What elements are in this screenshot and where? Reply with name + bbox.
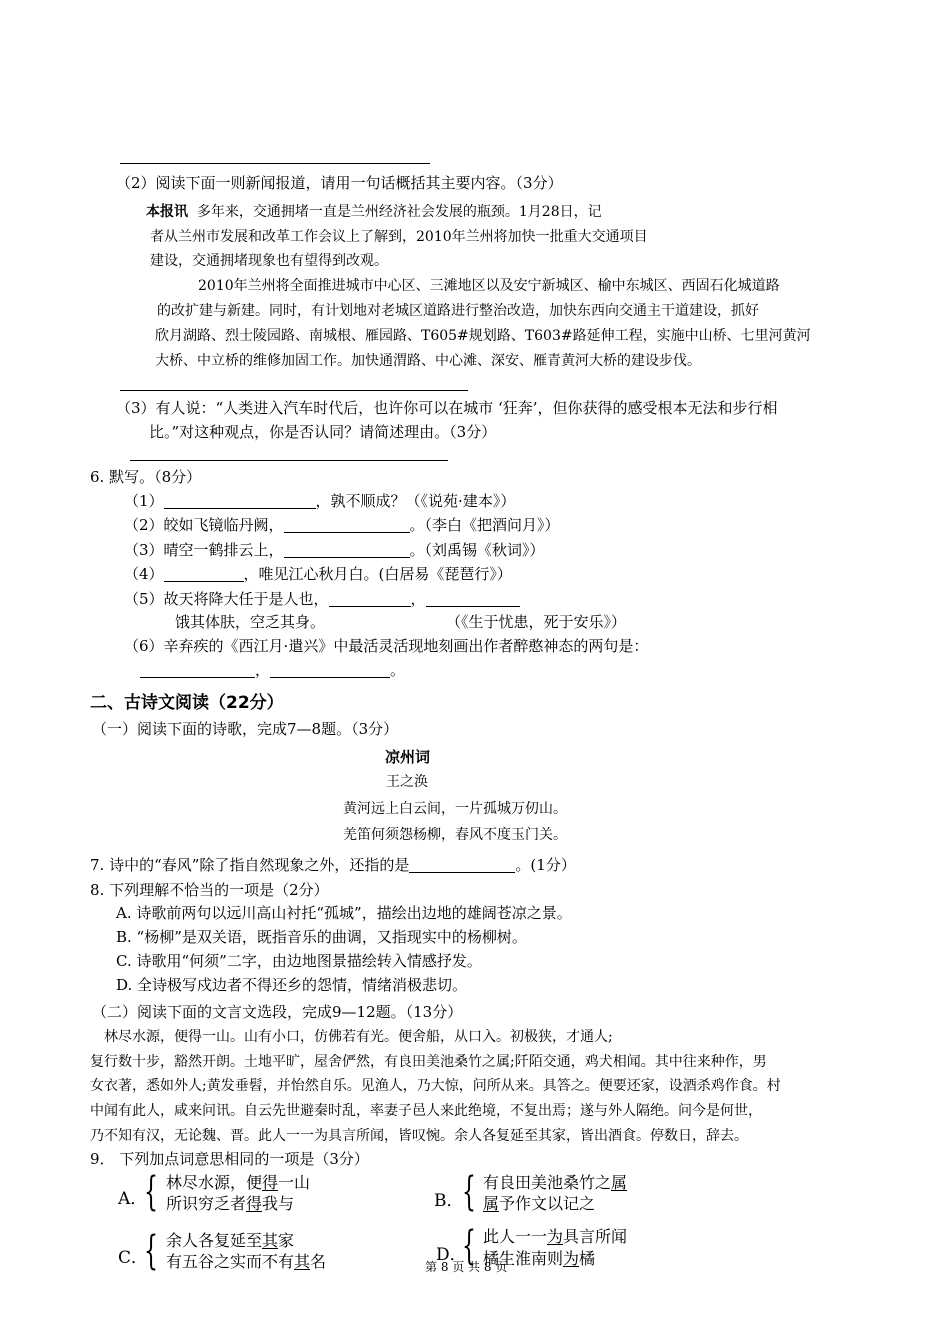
q6-item-2-tail: 。（李白《把酒问月》） — [409, 516, 560, 534]
answer-line-q5-1 — [120, 163, 430, 164]
fill-blank[interactable] — [284, 516, 410, 533]
section-2-part-2: （二）阅读下面的文言文选段，完成9—12题。（13分） — [92, 1003, 463, 1021]
fill-blank[interactable] — [426, 590, 520, 607]
q6-item-1-num: （1） — [124, 492, 164, 510]
q6-item-6-end: 。 — [390, 661, 406, 679]
news-p2-l4: 大桥、中立桥的维修加固工作。加快通渭路、中心滩、深安、雁青黄河大桥的建设步伐。 — [155, 353, 701, 369]
answer-line-q5-3 — [130, 460, 448, 461]
q7-tail: 。(1分） — [515, 856, 576, 874]
fill-blank[interactable] — [164, 565, 244, 582]
prose-line-2: 复行数十步，豁然开朗。土地平旷，屋舍俨然，有良田美池桑竹之属;阡陌交通，鸡犬相闻。其中往来种作，男 — [90, 1054, 767, 1070]
option-b-line-2-key: 属 — [483, 1194, 500, 1213]
q5-3-line-2: 比。”对这种观点，你是否认同？请简述理由。（3分） — [149, 423, 497, 441]
option-a-line-2 — [166, 1191, 294, 1214]
q6-item-6-blanks — [140, 660, 405, 680]
q5-3-line-1: （3）有人说：“人类进入汽车时代后，也许你可以在城市 ‘狂奔’，但你获得的感受根本无法和步行相 — [116, 399, 778, 417]
q6-item-2-head: （2）皎如飞镜临丹阙， — [124, 516, 284, 534]
q8-option-a[interactable]: A. 诗歌前两句以远川高山衬托“孤城”，描绘出边地的雄阔苍凉之景。 — [116, 904, 572, 922]
q6-item-4 — [124, 564, 512, 584]
option-c-line-2-post: 名 — [310, 1252, 327, 1271]
fill-blank[interactable] — [284, 541, 410, 558]
news-p1-l1: 多年来，交通拥堵一直是兰州经济社会发展的瓶颈。1月28日，记 — [196, 204, 602, 220]
q6-item-5-comma: ， — [410, 590, 426, 608]
option-a-line-1-post: 一山 — [278, 1173, 311, 1192]
section-2-title: 二、古诗文阅读（22分） — [90, 693, 284, 713]
q8-option-d[interactable]: D. 全诗极写戍边者不得还乡的怨情，情绪消极悲切。 — [116, 976, 468, 994]
option-b-line-2 — [483, 1191, 595, 1214]
fill-blank[interactable] — [164, 492, 316, 509]
option-a-line-1 — [166, 1170, 310, 1193]
q6-item-1 — [124, 491, 515, 511]
q8-option-c[interactable]: C. 诗歌用“何须”二字，由边地图景描绘转入情感抒发。 — [116, 952, 482, 970]
poem-line-1: 黄河远上白云间，一片孤城万仞山。 — [343, 801, 567, 817]
brace-icon: { — [462, 1169, 476, 1215]
q9-title: 9． 下列加点词意思相同的一项是（3分） — [90, 1150, 369, 1168]
q6-item-1-tail: ，孰不顺成？（《说苑·建本》） — [315, 492, 516, 510]
option-c-line-1 — [166, 1228, 294, 1251]
option-d-line-2-pre: 橘生淮南则 — [483, 1249, 564, 1268]
option-b-line-1-pre: 有良田美池桑竹之 — [483, 1173, 612, 1192]
q8-title: 8. 下列理解不恰当的一项是（2分） — [90, 881, 329, 899]
poem-author: 王之涣 — [386, 774, 428, 790]
q6-item-6: （6）辛弃疾的《西江月·遣兴》中最活灵活现地刻画出作者醉憨神态的两句是： — [124, 637, 649, 655]
option-b-letter: B． — [434, 1191, 464, 1211]
q6-item-5-head: （5）故天将降大任于是人也， — [124, 590, 329, 608]
option-a-line-1-key: 得 — [262, 1173, 279, 1192]
option-c-line-2-pre: 有五谷之实而不有 — [166, 1252, 295, 1271]
fill-blank[interactable] — [409, 856, 515, 873]
q6-item-4-num: （4） — [124, 565, 164, 583]
option-a-line-2-key: 得 — [246, 1194, 263, 1213]
brace-icon: { — [144, 1228, 158, 1274]
option-d-line-1-post: 具言所闻 — [563, 1227, 628, 1246]
q6-item-3 — [124, 540, 545, 560]
prose-line-1: 林尽水源，便得一山。山有小口，仿佛若有光。便舍船，从口入。初极狭，才通人; — [104, 1029, 613, 1045]
news-line-1 — [146, 202, 602, 222]
section-2-part-1: （一）阅读下面的诗歌，完成7—8题。（3分） — [92, 720, 399, 738]
prose-line-4: 中闻有此人，咸来问讯。自云先世避秦时乱，率妻子邑人来此绝境，不复出焉；遂与外人隔绝。问今是何世， — [90, 1103, 762, 1119]
q6-item-5 — [124, 589, 520, 609]
fill-blank[interactable] — [140, 661, 255, 678]
news-p2-l1: 2010年兰州将全面推进城市中心区、三滩地区以及安宁新城区、榆中东城区、西固石化城道路 — [198, 278, 780, 294]
brace-icon: { — [144, 1169, 158, 1215]
q8-option-b[interactable]: B. “杨柳”是双关语，既指音乐的曲调，又指现实中的杨柳树。 — [116, 928, 527, 946]
poem-line-2: 羌笛何须怨杨柳，春风不度玉门关。 — [343, 827, 567, 843]
option-c-line-1-post: 家 — [278, 1231, 295, 1250]
q7 — [90, 855, 576, 875]
option-d-line-2-post: 橘 — [579, 1249, 596, 1268]
q6-item-4-tail: ，唯见江心秋月白。(白居易《琵琶行》） — [243, 565, 512, 583]
option-b-line-1 — [483, 1170, 627, 1193]
q6-item-5-line-2: 饿其体肤，空乏其身。 — [175, 613, 326, 631]
option-c-line-1-pre: 余人各复延至 — [166, 1231, 263, 1250]
q6-item-3-head: （3）晴空一鹤排云上， — [124, 541, 284, 559]
news-lead: 本报讯 — [146, 204, 188, 220]
option-b-line-1-key: 属 — [611, 1173, 628, 1192]
option-a-letter: A． — [118, 1189, 148, 1209]
q6-title: 6. 默写。（8分） — [90, 468, 202, 486]
fill-blank[interactable] — [270, 661, 390, 678]
q7-head: 7. 诗中的“春风”除了指自然现象之外，还指的是 — [90, 856, 410, 874]
prose-line-3: 女衣著，悉如外人;黄发垂髫，并怡然自乐。见渔人，乃大惊，问所从来。具答之。便要还家，设酒杀鸡作食。村 — [90, 1078, 781, 1094]
option-d-letter: D． — [436, 1245, 467, 1265]
poem-title: 凉州词 — [385, 748, 431, 766]
news-p2-l3: 欣月湖路、烈士陵园路、南城根、雁园路、T605#规划路、T603#路延伸工程，实施中山桥、七里河黄河 — [155, 328, 811, 344]
news-p1-l3: 建设，交通拥堵现象也有望得到改观。 — [150, 253, 388, 269]
option-d-line-1 — [483, 1224, 627, 1247]
option-b-line-2-post: 予作文以记之 — [499, 1194, 596, 1213]
option-c-letter: C． — [118, 1248, 149, 1268]
q6-item-3-tail: 。（刘禹锡《秋词》） — [409, 541, 545, 559]
q6-item-2 — [124, 515, 560, 535]
option-a-line-2-pre: 所识穷乏者 — [166, 1194, 247, 1213]
option-c-line-2 — [166, 1249, 326, 1272]
page-number: 第 8 页 共 8 页 — [425, 1260, 508, 1274]
option-d-line-1-key: 为 — [547, 1227, 564, 1246]
q6-item-6-comma: ， — [255, 661, 271, 679]
news-p1-l2: 者从兰州市发展和改革工作会议上了解到，2010年兰州将加快一批重大交通项目 — [150, 229, 648, 245]
option-c-line-2-key: 其 — [294, 1252, 311, 1271]
brace-icon: { — [462, 1223, 476, 1269]
q5-2-prompt: （2）阅读下面一则新闻报道，请用一句话概括其主要内容。（3分） — [116, 174, 563, 192]
option-d-line-2-key: 为 — [563, 1249, 580, 1268]
news-p2-l2: 的改扩建与新建。同时，有计划地对老城区道路进行整治改造，加快东西向交通主干道建设，抓好 — [157, 303, 759, 319]
q6-item-5-source: （《生于忧患，死于安乐》） — [446, 613, 627, 631]
prose-line-5: 乃不知有汉，无论魏、晋。此人一一为具言所闻，皆叹惋。余人各复延至其家，皆出酒食。停数日，辞去。 — [90, 1128, 748, 1144]
option-c-line-1-key: 其 — [262, 1231, 279, 1250]
option-a-line-1-pre: 林尽水源，便 — [166, 1173, 263, 1192]
fill-blank[interactable] — [329, 590, 411, 607]
option-d-line-1-pre: 此人一一 — [483, 1227, 548, 1246]
answer-line-q5-2 — [120, 390, 468, 391]
option-a-line-2-post: 我与 — [262, 1194, 295, 1213]
